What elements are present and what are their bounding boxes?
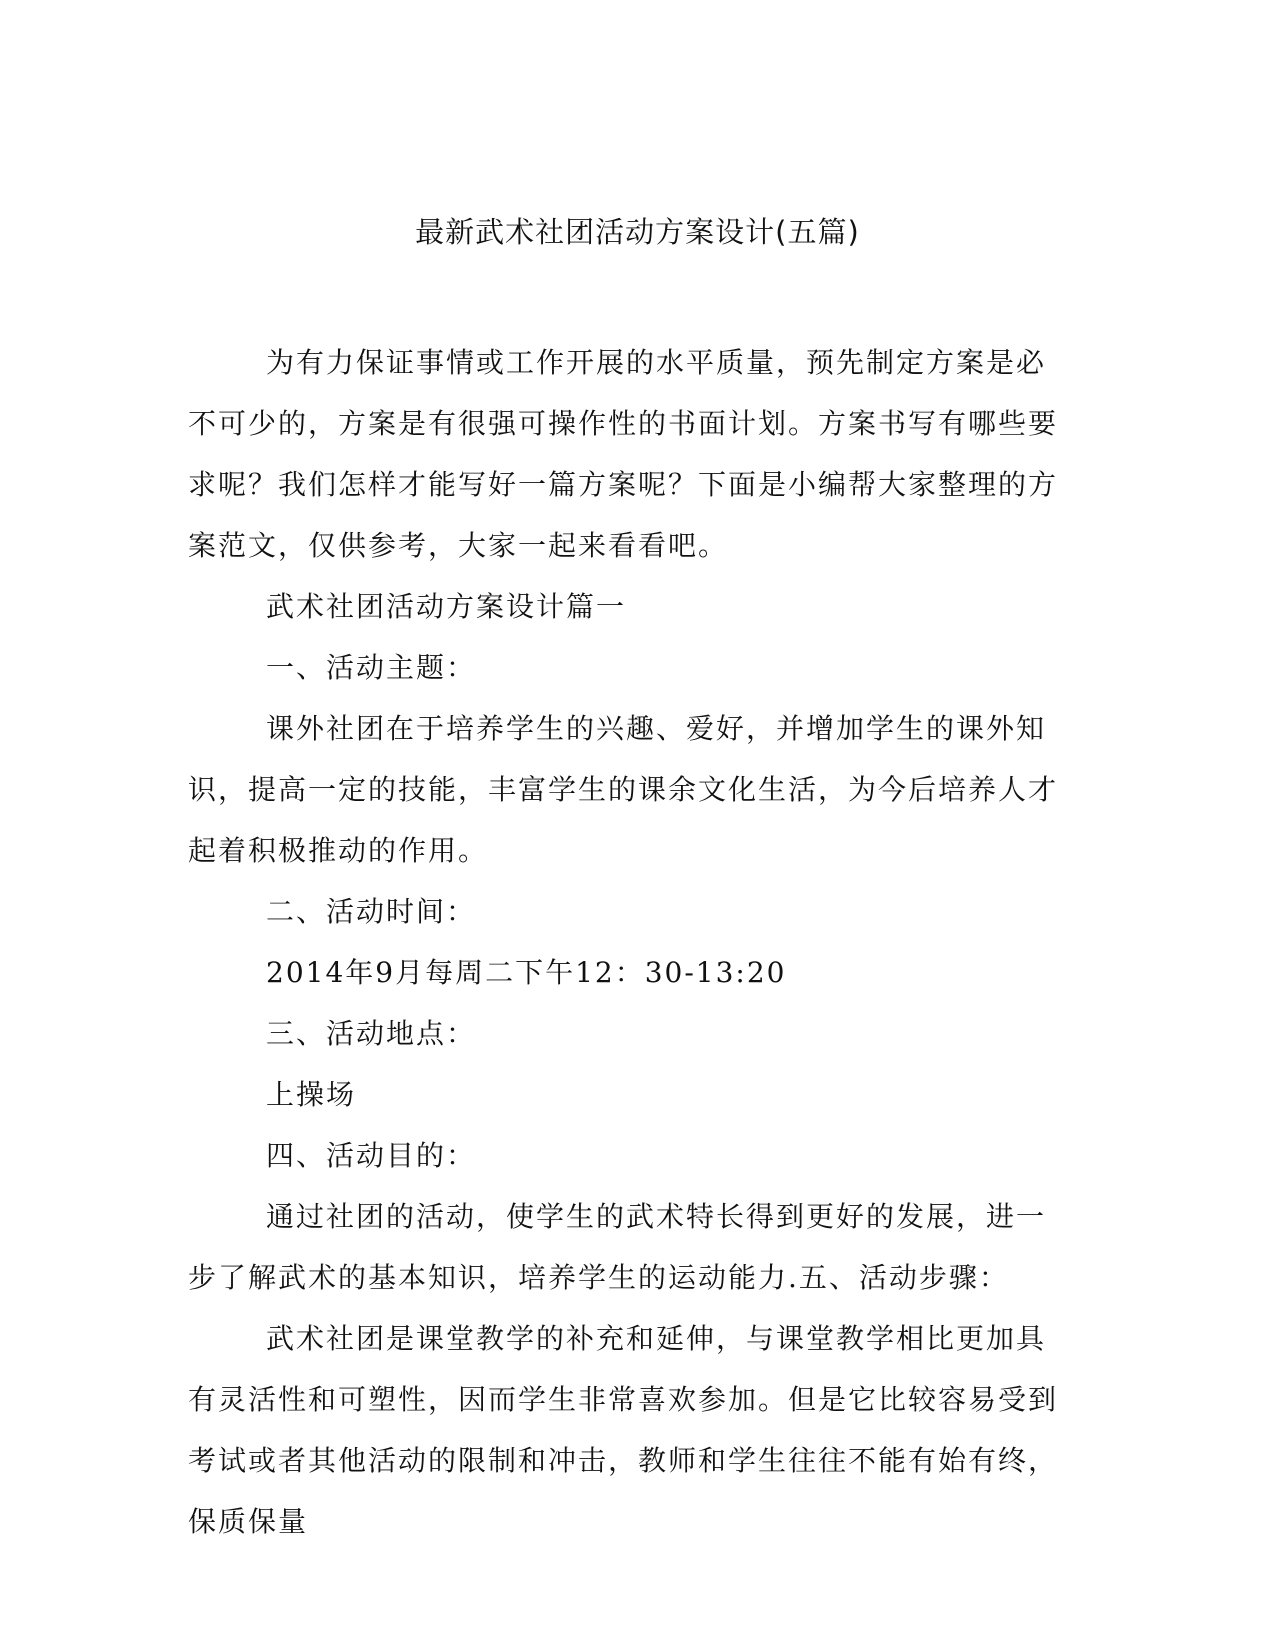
steps-paragraph: 武术社团是课堂教学的补充和延伸，与课堂教学相比更加具有灵活性和可塑性，因而学生非常喜欢参加。但是它比较容易受到考试或者其他活动的限制和冲击，教师和学生往往不能有始有终，保质保量 xyxy=(188,1322,1059,1538)
purpose-paragraph: 通过社团的活动，使学生的武术特长得到更好的发展，进一步了解武术的基本知识，培养学生的运动能力.五、活动步骤： xyxy=(188,1200,1047,1294)
time-paragraph: 2014年9月每周二下午12：30-13:20 xyxy=(266,956,787,989)
document-body xyxy=(188,332,1073,1552)
subheading-location: 三、活动地点： xyxy=(266,1017,477,1050)
subheading-purpose: 四、活动目的： xyxy=(266,1139,477,1172)
subheading-time: 二、活动时间： xyxy=(266,895,477,928)
location-paragraph: 上操场 xyxy=(266,1078,357,1111)
intro-paragraph: 为有力保证事情或工作开展的水平质量，预先制定方案是必不可少的，方案是有很强可操作性的书面计划。方案书写有哪些要求呢？我们怎样才能写好一篇方案呢？下面是小编帮大家整理的方案范文，仅供参考，大家一起来看看吧。 xyxy=(188,346,1059,562)
document-title: 最新武术社团活动方案设计(五篇) xyxy=(415,215,860,249)
subheading-theme: 一、活动主题： xyxy=(266,651,477,684)
theme-paragraph: 课外社团在于培养学生的兴趣、爱好，并增加学生的课外知识，提高一定的技能，丰富学生的课余文化生活，为今后培养人才起着积极推动的作用。 xyxy=(188,712,1059,867)
section-heading: 武术社团活动方案设计篇一 xyxy=(266,590,627,623)
